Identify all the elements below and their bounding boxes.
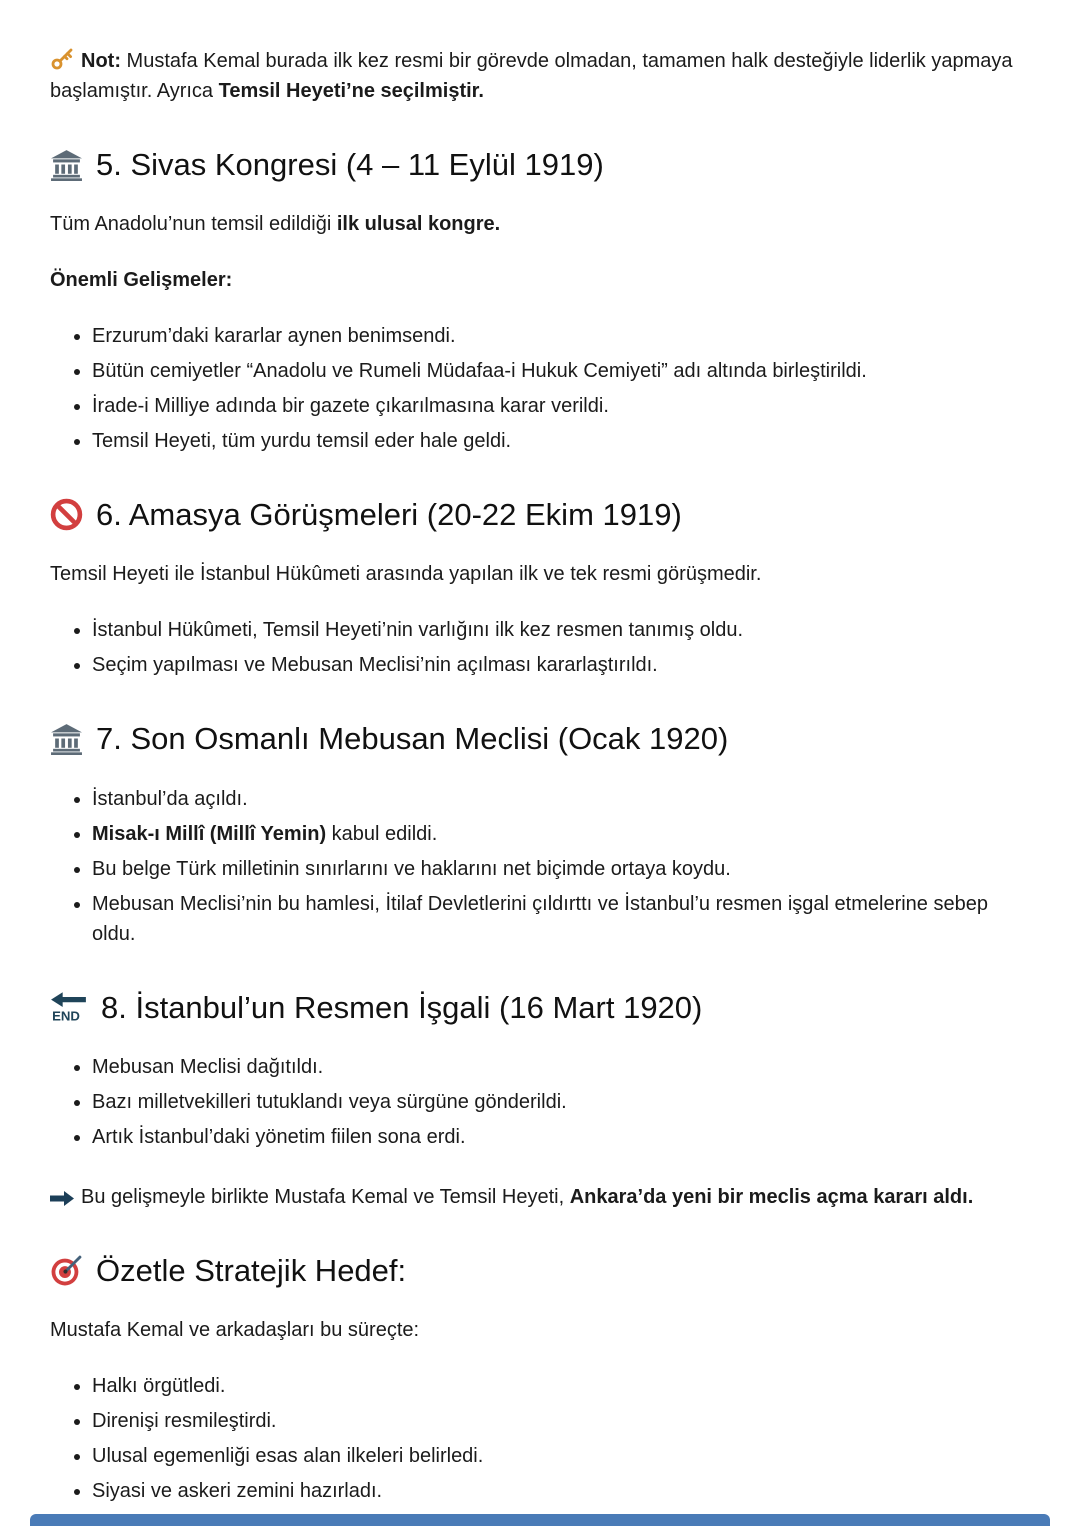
section-heading-sivas	[50, 146, 1030, 183]
list-item-text: kabul edildi.	[326, 822, 438, 845]
callout-bold: Ankara’da yeni bir meclis açma kararı aldı.	[569, 1185, 974, 1208]
list-item: • Temsil Heyeti, tüm yurdu temsil eder hale geldi.	[92, 426, 1030, 456]
intro-text: Tüm Anadolu’nun temsil edildiği	[50, 213, 337, 236]
heading-text: 8. İstanbul’un Resmen İşgali (16 Mart 1920)	[101, 989, 703, 1025]
note-paragraph	[50, 46, 1030, 106]
list-item: • İstanbul’da açıldı.	[92, 784, 1030, 814]
heading-text: 7. Son Osmanlı Mebusan Meclisi (Ocak 1920)	[96, 721, 729, 757]
dart-target-icon	[50, 1254, 83, 1287]
heading-text: 5. Sivas Kongresi (4 – 11 Eylül 1919)	[96, 147, 604, 182]
list-item: • Bazı milletvekilleri tutuklandı veya sürgüne gönderildi.	[92, 1087, 1030, 1117]
list-item: • Mebusan Meclisi’nin bu hamlesi, İtilaf Devletlerini çıldırttı ve İstanbul’u resmen işgal etmelerine sebep oldu.	[92, 889, 1030, 949]
list-item: • Seçim yapılması ve Mebusan Meclisi’nin açılması kararlaştırıldı.	[92, 650, 1030, 680]
list-label: Önemli Gelişmeler:	[50, 269, 233, 292]
bullet-list	[50, 1371, 1030, 1506]
list-item: • Bütün cemiyetler “Anadolu ve Rumeli Müdafaa-i Hukuk Cemiyeti” adı altında birleştirildi.	[92, 356, 1030, 386]
list-item: • Bu belge Türk milletinin sınırlarını ve haklarını net biçimde ortaya koydu.	[92, 854, 1030, 884]
section-intro: Temsil Heyeti ile İstanbul Hükûmeti arasında yapılan ilk ve tek resmi görüşmedir.	[50, 563, 762, 586]
bullet-list	[50, 1052, 1030, 1152]
list-item: • Erzurum’daki kararlar aynen benimsendi.	[92, 321, 1030, 351]
list-item: • Ulusal egemenliği esas alan ilkeleri belirledi.	[92, 1441, 1030, 1471]
heading-text: 6. Amasya Görüşmeleri (20-22 Ekim 1919)	[96, 497, 682, 533]
note-bold-tail: Temsil Heyeti’ne seçilmiştir.	[218, 80, 484, 102]
bullet-list	[50, 784, 1030, 949]
right-arrow-icon	[50, 1190, 74, 1207]
list-item: • Halkı örgütledi.	[92, 1371, 1030, 1401]
note-text: Mustafa Kemal burada ilk kez resmi bir görevde olmadan, tamamen halk desteğiyle liderlik yapmaya başlamıştır. Ayrıca	[50, 50, 1013, 102]
list-item-bold: Misak-ı Millî (Millî Yemin)	[92, 822, 327, 845]
key-icon	[50, 47, 74, 71]
section-heading-hedef	[50, 1252, 1030, 1289]
list-item: • İstanbul Hükûmeti, Temsil Heyeti’nin varlığını ilk kez resmen tanımış oldu.	[92, 615, 1030, 645]
list-item: • Artık İstanbul’daki yönetim fiilen sona erdi.	[92, 1122, 1030, 1152]
section-intro: Mustafa Kemal ve arkadaşları bu süreçte:	[50, 1318, 420, 1341]
section-heading-mebusan	[50, 720, 1030, 757]
next-section-top-bar	[30, 1514, 1050, 1526]
heading-text: Özetle Stratejik Hedef:	[96, 1252, 407, 1288]
section-heading-amasya	[50, 496, 1030, 533]
note-bold-lead: Not:	[81, 50, 121, 72]
bullet-list	[50, 615, 1030, 680]
end-label: END	[52, 1008, 80, 1024]
section-heading-isgal	[50, 989, 1030, 1026]
classical-building-icon	[50, 722, 83, 755]
intro-bold: ilk ulusal kongre.	[336, 213, 501, 236]
section-intro	[50, 209, 1030, 239]
end-arrow-icon	[50, 990, 88, 1024]
list-item: • Direnişi resmileştirdi.	[92, 1406, 1030, 1436]
list-item: • İrade-i Milliye adında bir gazete çıkarılmasına karar verildi.	[92, 391, 1030, 421]
list-item: • Siyasi ve askeri zemini hazırladı.	[92, 1476, 1030, 1506]
classical-building-icon	[50, 148, 83, 181]
bullet-list	[50, 321, 1030, 456]
callout-paragraph	[50, 1182, 1030, 1212]
list-item: • Mebusan Meclisi dağıtıldı.	[92, 1052, 1030, 1082]
prohibited-icon	[50, 498, 83, 531]
callout-text: Bu gelişmeyle birlikte Mustafa Kemal ve Temsil Heyeti,	[81, 1185, 570, 1208]
list-item	[92, 819, 1030, 849]
